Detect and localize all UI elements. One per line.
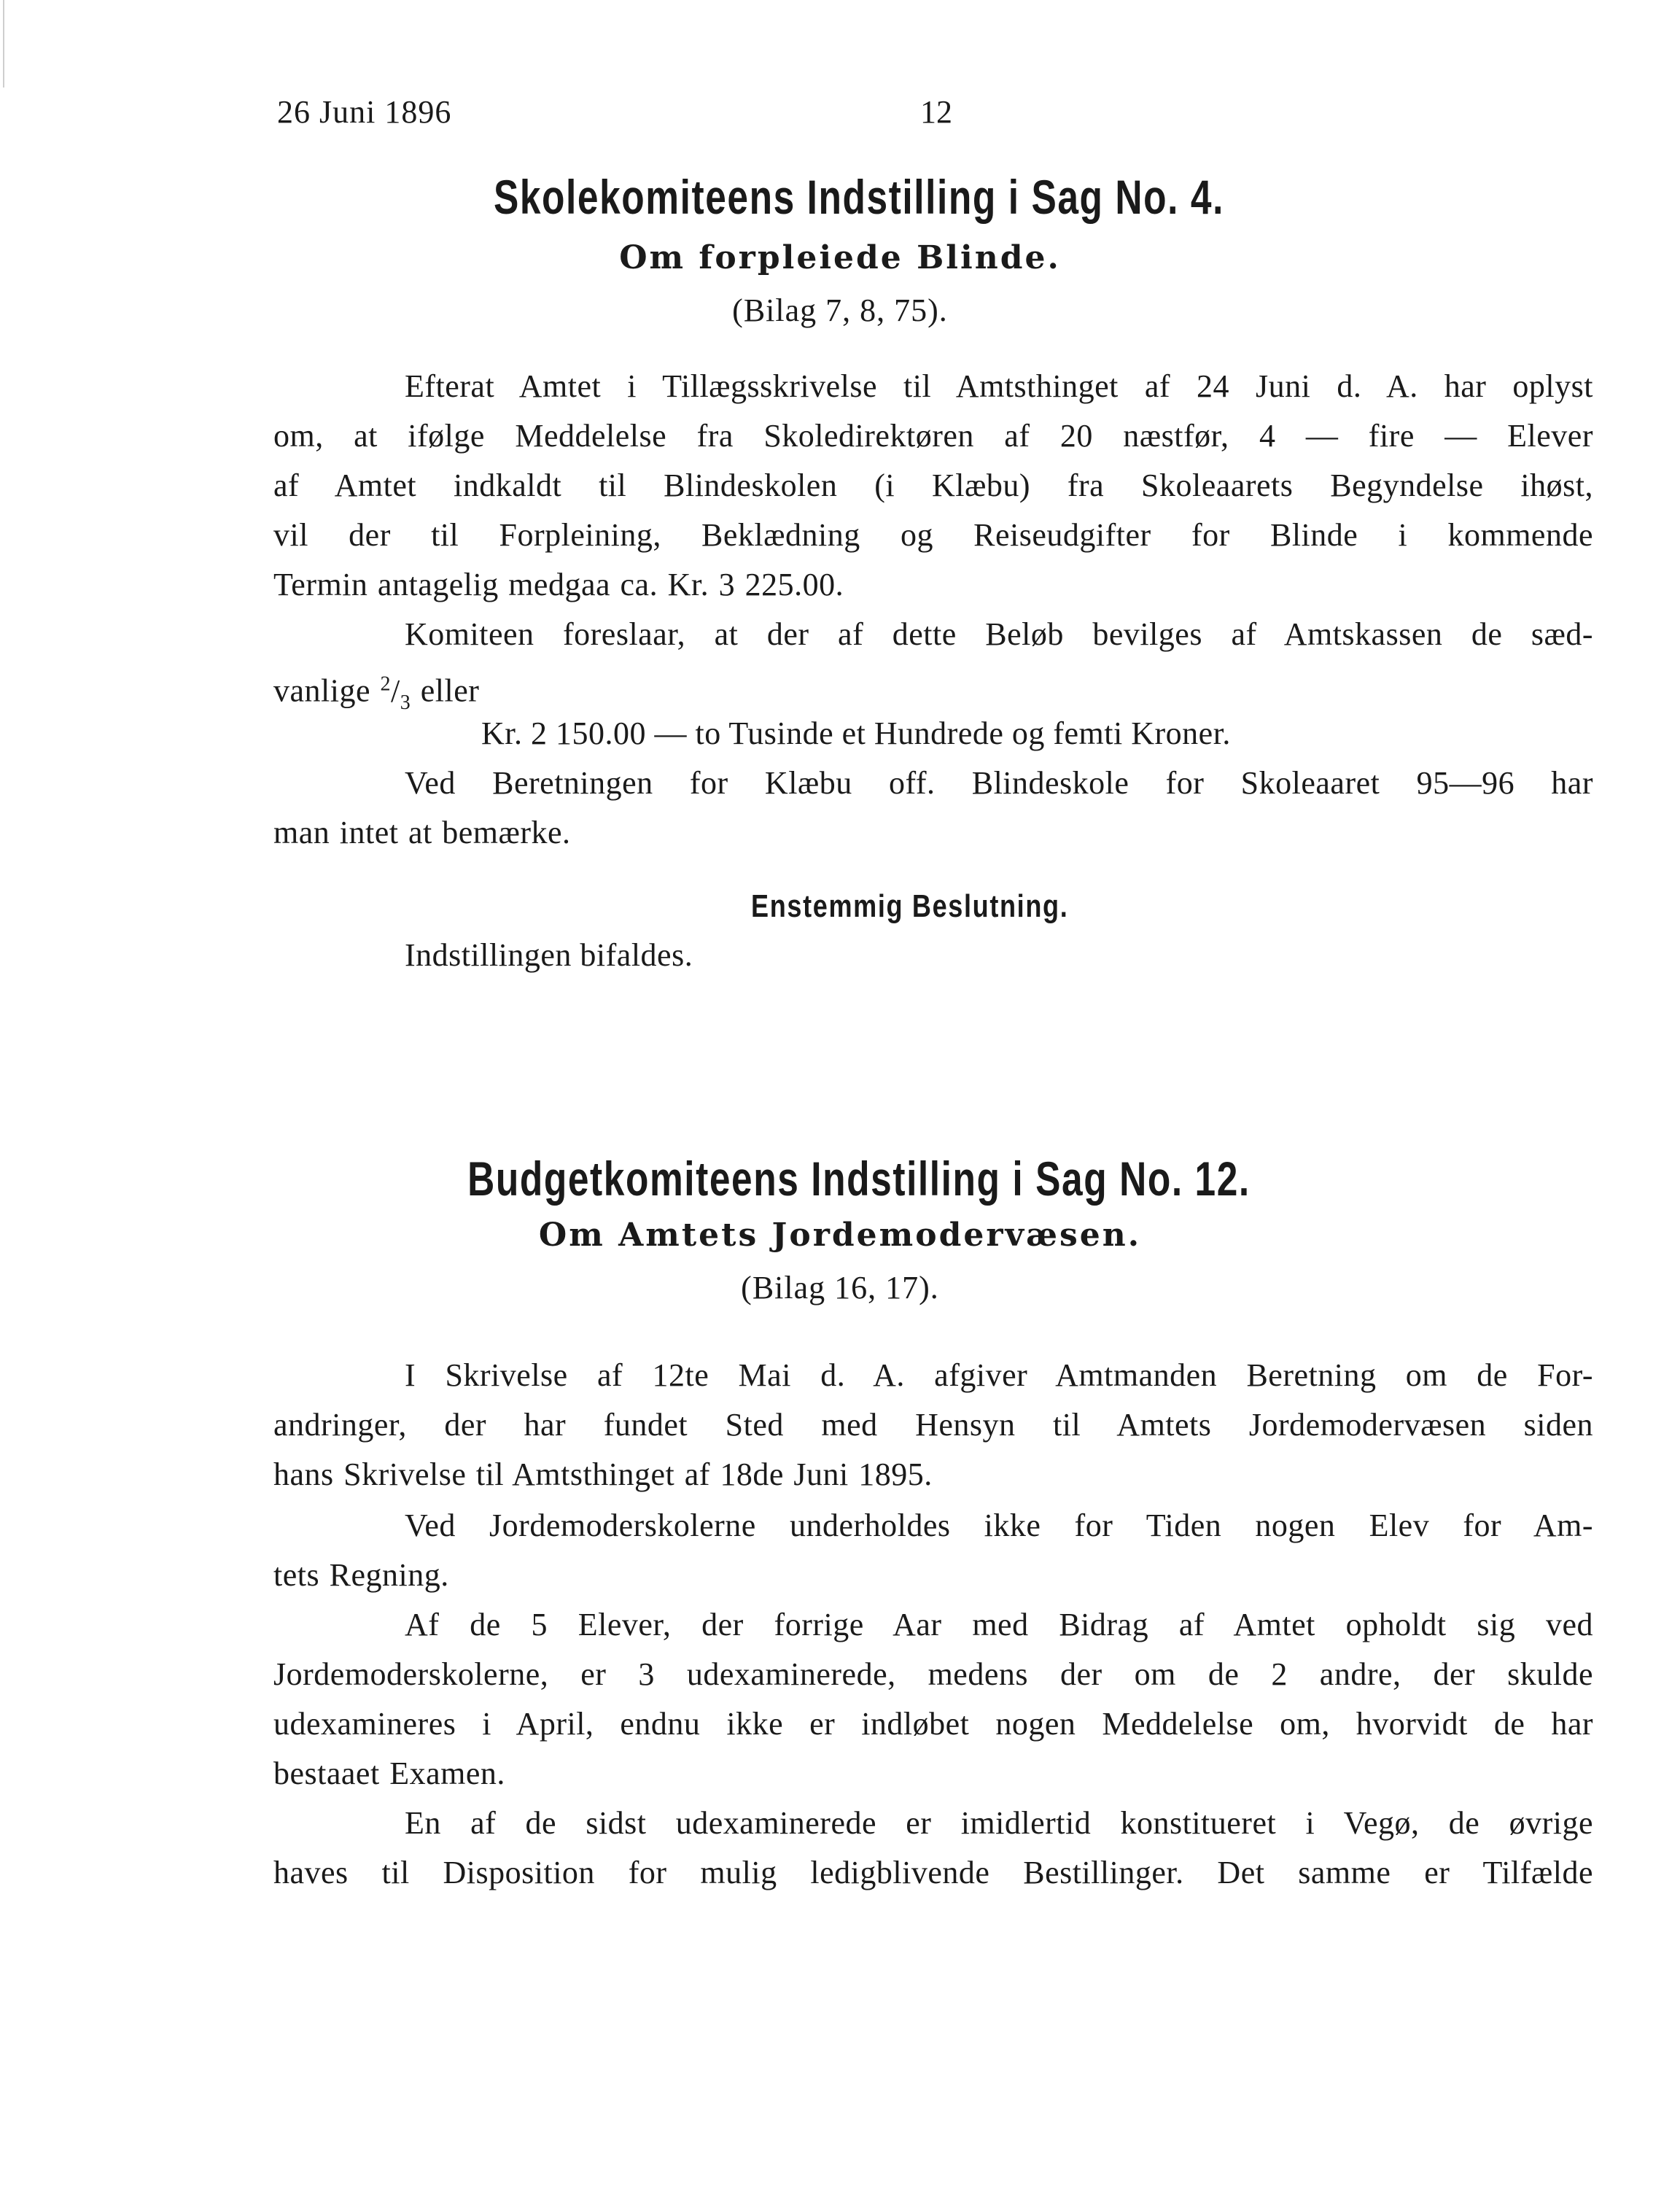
text-line: Komiteen foreslaar, at der af dette Beløb bevilges af Amtskassen de sæd-: [405, 616, 1593, 652]
section1-decision-text: Indstillingen bifaldes.: [405, 937, 693, 973]
section1-paragraph-2: [273, 610, 1593, 727]
text-line: Af de 5 Elever, der forrige Aar med Bidrag af Amtet opholdt sig ved: [405, 1607, 1593, 1642]
text-line: haves til Disposition for mulig ledigblivende Bestillinger. Det samme er Tilfælde: [273, 1855, 1593, 1890]
text-line: Efterat Amtet i Tillægsskrivelse til Amtsthinget af 24 Juni d. A. har oplyst: [405, 368, 1593, 404]
text-line: om, at ifølge Meddelelse fra Skoledirektøren af 20 næstfør, 4 — fire — Elever: [273, 418, 1593, 454]
section2-paragraph-4: [273, 1799, 1593, 1898]
text-line: En af de sidst udexaminerede er imidlertid konstitueret i Vegø, de øvrige: [405, 1805, 1593, 1841]
text-line: andringer, der har fundet Sted med Hensyn til Amtets Jordemodervæsen siden: [273, 1407, 1593, 1443]
section1-bilag: (Bilag 7, 8, 75).: [732, 292, 948, 328]
text-line: af Amtet indkaldt til Blindeskolen (i Klæbu) fra Skoleaarets Begyndelse ihøst,: [273, 468, 1593, 503]
text-fragment: vanlige: [273, 672, 371, 709]
text-line: hans Skrivelse til Amtsthinget af 18de Juni 1895.: [273, 1456, 933, 1492]
section1-paragraph-1: [273, 362, 1593, 610]
scan-edge-mark: [3, 0, 4, 88]
fraction: $^2/_3$: [380, 672, 411, 714]
section1-subtitle: Om forpleiede Blinde.: [619, 239, 1061, 276]
text-line: Jordemoderskolerne, er 3 udexaminerede, medens der om de 2 andre, der skulde: [273, 1656, 1593, 1692]
text-line: I Skrivelse af 12te Mai d. A. afgiver Amtmanden Beretning om de For-: [405, 1357, 1593, 1393]
section2-paragraph-2: [273, 1501, 1593, 1600]
text-line: Ved Jordemoderskolerne underholdes ikke for Tiden nogen Elev for Am-: [405, 1508, 1593, 1543]
section2-paragraph-3: [273, 1600, 1593, 1799]
text-fragment: eller: [420, 672, 480, 709]
fraction-denominator: 3: [400, 691, 411, 714]
section2-bilag: (Bilag 16, 17).: [741, 1270, 939, 1306]
text-line: Ved Beretningen for Klæbu off. Blindeskole for Skoleaaret 95—96 har: [405, 765, 1593, 801]
page-number: 12: [920, 94, 952, 130]
header-date: 26 Juni 1896: [277, 94, 452, 130]
section1-title: Skolekomiteens Indstilling i Sag No. 4.: [493, 170, 1224, 224]
text-line: udexamineres i April, endnu ikke er indløbet nogen Meddelelse om, hvorvidt de har: [273, 1706, 1593, 1742]
section2-subtitle: Om Amtets Jordemodervæsen.: [538, 1217, 1142, 1254]
text-line: tets Regning.: [273, 1557, 449, 1593]
text-line: vil der til Forpleining, Beklædning og Reiseudgifter for Blinde i kommende: [273, 517, 1593, 553]
text-line: Termin antagelig medgaa ca. Kr. 3 225.00.: [273, 567, 844, 602]
fraction-numerator: 2: [380, 672, 392, 695]
text-line: man intet at bemærke.: [273, 815, 571, 850]
section2-title: Budgetkomiteens Indstilling i Sag No. 12.: [467, 1152, 1251, 1206]
section1-decision-heading: Enstemmig Beslutning.: [751, 888, 1069, 924]
section2-paragraph-1: [273, 1351, 1593, 1500]
section1-amount-line: Kr. 2 150.00 — to Tusinde et Hundrede og femti Kroner.: [481, 715, 1231, 751]
text-line: bestaaet Examen.: [273, 1756, 505, 1791]
section1-paragraph-3: [273, 759, 1593, 858]
